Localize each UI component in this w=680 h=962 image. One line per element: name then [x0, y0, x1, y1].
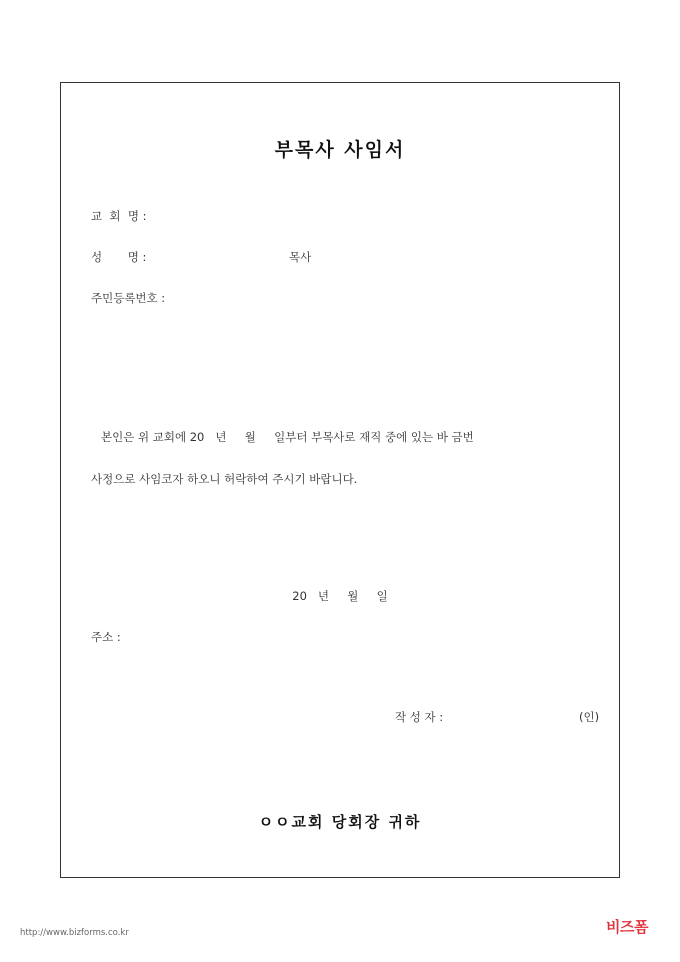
- footer-url-link[interactable]: http://www.bizforms.co.kr: [20, 928, 129, 938]
- church-name-label: 교 회 명 :: [91, 209, 147, 223]
- document-frame: [60, 82, 620, 878]
- resident-number-label: 주민등록번호 :: [91, 291, 166, 305]
- body-line-2: 사정으로 사임코자 하오니 허락하여 주시기 바랍니다.: [91, 472, 358, 486]
- seal-label: (인): [579, 710, 600, 724]
- address-label: 주소 :: [91, 630, 121, 644]
- name-label: 성 명 :: [91, 250, 147, 264]
- author-label: 작 성 자 :: [395, 710, 444, 724]
- pastor-suffix: 목사: [289, 250, 312, 264]
- document-title: 부목사 사임서: [274, 139, 406, 161]
- brand-logo[interactable]: 비즈폼: [606, 918, 648, 936]
- date-line: 20 년 월 일: [292, 589, 388, 603]
- recipient-line: ㅇㅇ교회 당회장 귀하: [258, 813, 422, 831]
- body-line-1: 본인은 위 교회에 20 년 월 일부터 부목사로 재직 중에 있는 바 금번: [101, 430, 474, 444]
